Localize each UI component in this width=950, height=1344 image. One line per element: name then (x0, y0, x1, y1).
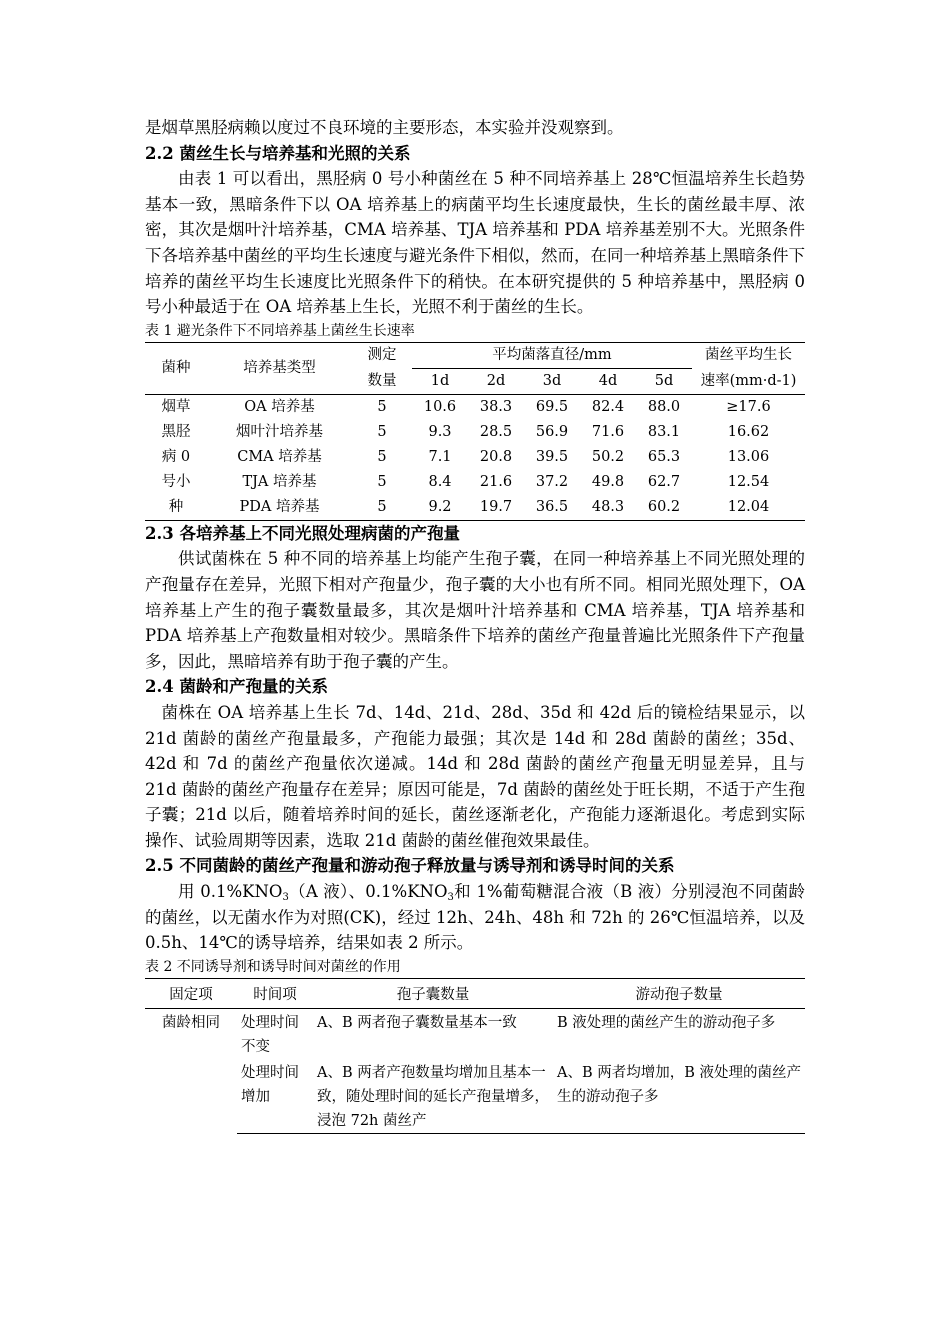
section-2-2-heading: 2.2 菌丝生长与培养基和光照的关系 (145, 143, 411, 163)
table2-cell-time: 处理时间不变 (241, 1014, 299, 1055)
table1-header-medium: 培养基类型 (207, 342, 352, 394)
s25-text-c: 和 1%葡萄糖混合液（B 液）分别浸泡不同菌龄的菌丝，以无菌水作为对照(CK)，经过 12h、24h、48h 和 72h 的 26℃恒温培养，以及 0.5h、14℃的诱导培养，结果如表 2 所示。 (145, 882, 805, 953)
table1-cell-d2: 38.3 (468, 394, 524, 420)
table-row (145, 1059, 805, 1134)
table2 (145, 978, 805, 1134)
table1-header-day: 5d (654, 372, 674, 389)
table-row (145, 394, 805, 420)
table2-header-fixed: 固定项 (145, 978, 237, 1008)
s25-subscript: 3 (447, 892, 454, 904)
table1-header-day: 3d (542, 372, 562, 389)
table1-cell-d5: 62.7 (647, 473, 681, 490)
table1-header-count-line2: 数量 (367, 372, 397, 389)
table1-cell-d3: 69.5 (524, 394, 580, 420)
s25-text-b: （A 液）、0.1%KNO (288, 882, 448, 902)
table1-cell-medium: 烟叶汁培养基 (236, 423, 323, 440)
section-2-3-paragraph: 供试菌株在 5 种不同的培养基上均能产生孢子囊，在同一种培养基上不同光照处理的产孢量存在差异，光照下相对产孢量少，孢子囊的大小也有所不同。相同光照处理下，OA 培养基上产生的孢子囊数量最多，其次是烟叶汁培养基和 CMA 培养基，TJA 培养基和 PDA 培养基上产孢数量相对较少。黑暗条件下培养的菌丝产孢量普遍比光照条件下产孢量多，因此，黑暗培养有助于孢子囊的产生。 (145, 549, 805, 671)
table1-cell-d4: 50.2 (591, 448, 625, 465)
section-2-2-paragraph: 由表 1 可以看出，黑胫病 0 号小种菌丝在 5 种不同培养基上 28℃恒温培养生长趋势基本一致，黑暗条件下以 OA 培养基上的病菌平均生长速度最快，生长的菌丝最丰厚、浓密，其次是烟叶汁培养基，CMA 培养基、TJA 培养基和 PDA 培养基差别不大。光照条件下各培养基中菌丝的平均生长速度与避光条件下相似，然而，在同一种培养基上黑暗条件下培养的菌丝平均生长速度比光照条件下的稍快。在本研究提供的 5 种培养基中，黑胫病 0 号小种最适于在 OA 培养基上生长，光照不利于菌丝的生长。 (145, 169, 805, 317)
table1-header-day: 2d (486, 372, 506, 389)
table1-caption: 表 1 避光条件下不同培养基上菌丝生长速率 (145, 322, 415, 339)
table1-cell-d1: 10.6 (412, 394, 468, 420)
table1-cell-d4: 49.8 (591, 473, 625, 490)
table1-cell-d5: 88.0 (636, 394, 692, 420)
s25-subscript: 3 (282, 892, 289, 904)
table2-header-time: 时间项 (237, 978, 313, 1008)
table1-header-day: 4d (598, 372, 618, 389)
table2-cell-sporangia: A、B 两者孢子囊数量基本一致 (317, 1014, 517, 1031)
intro-paragraph: 是烟草黑胫病赖以度过不良环境的主要形态，本实验并没观察到。 (145, 118, 624, 137)
table1-header-count-line1: 测定 (352, 342, 412, 368)
table1-cell-rate: 12.54 (727, 473, 770, 490)
document-page (145, 115, 805, 1134)
table2-cell-time: 处理时间增加 (237, 1059, 313, 1134)
table2-cell-zoospores: B 液处理的菌丝产生的游动孢子多 (557, 1014, 776, 1031)
s25-text-a: 用 0.1%KNO (178, 882, 283, 902)
table1-cell-rate: 12.04 (692, 495, 805, 521)
table-row (145, 445, 805, 470)
table1-cell-medium: TJA 培养基 (242, 473, 317, 490)
table1-cell-d5: 83.1 (647, 423, 681, 440)
table2-header-sporangia: 孢子囊数量 (313, 978, 553, 1008)
table1-header-rate-line2: 速率(mm·d-1) (700, 372, 797, 389)
table1-cell-d3: 36.5 (524, 495, 580, 521)
table1-cell-medium: PDA 培养基 (207, 495, 352, 521)
section-2-5-heading: 2.5 不同菌龄的菌丝产孢量和游动孢子释放量与诱导剂和诱导时间的关系 (145, 856, 675, 876)
section-2-5-paragraph (145, 879, 805, 956)
table-row (145, 1008, 805, 1059)
table2-cell-fixed-empty (145, 1059, 237, 1134)
table1-header-day: 1d (430, 372, 450, 389)
table1-cell-d2: 28.5 (479, 423, 513, 440)
table1-cell-d5: 65.3 (647, 448, 681, 465)
table2-cell-zoospores: A、B 两者均增加，B 液处理的菌丝产生的游动孢子多 (553, 1059, 805, 1134)
table1-cell-d3: 56.9 (535, 423, 569, 440)
table1-strain-char: 黑胫 (161, 423, 191, 440)
table1-cell-n: 5 (377, 423, 387, 440)
table2-caption: 表 2 不同诱导剂和诱导时间对菌丝的作用 (145, 958, 401, 975)
table1-cell-n: 5 (352, 495, 412, 521)
table1-header-rate-line1: 菌丝平均生长 (692, 342, 805, 368)
table1-strain-char: 烟草 (145, 394, 207, 420)
table1-cell-d3: 37.2 (535, 473, 569, 490)
section-2-3-heading: 2.3 各培养基上不同光照处理病菌的产孢量 (145, 523, 460, 543)
table1-cell-medium: OA 培养基 (207, 394, 352, 420)
table1-cell-medium: CMA 培养基 (237, 448, 322, 465)
table-row (145, 470, 805, 495)
table-row (145, 420, 805, 445)
table1 (145, 342, 805, 521)
table2-header-zoospores: 游动孢子数量 (553, 978, 805, 1008)
table1-cell-n: 5 (352, 394, 412, 420)
table1-cell-d2: 21.6 (479, 473, 513, 490)
table1-strain-char: 病 0 (161, 448, 191, 465)
table2-cell-sporangia: A、B 两者产孢数量均增加且基本一致，随处理时间的延长产孢量增多，浸泡 72h 菌丝产 (313, 1059, 553, 1134)
table2-cell-fixed: 菌龄相同 (162, 1014, 220, 1031)
table1-cell-n: 5 (377, 448, 387, 465)
table1-cell-n: 5 (377, 473, 387, 490)
section-2-4-heading: 2.4 菌龄和产孢量的关系 (145, 677, 328, 697)
table1-cell-rate: ≥17.6 (692, 394, 805, 420)
table1-header-strain: 菌种 (145, 342, 207, 394)
table1-header-diameter: 平均菌落直径/mm (412, 342, 692, 368)
table1-cell-rate: 16.62 (727, 423, 770, 440)
table1-cell-d4: 71.6 (591, 423, 625, 440)
table1-strain-char: 号小 (161, 473, 191, 490)
table1-cell-rate: 13.06 (727, 448, 770, 465)
table1-cell-d4: 82.4 (580, 394, 636, 420)
table-row (145, 495, 805, 521)
table1-cell-d3: 39.5 (535, 448, 569, 465)
table1-cell-d1: 7.1 (428, 448, 452, 465)
table1-cell-d1: 9.3 (428, 423, 452, 440)
table1-cell-d2: 20.8 (479, 448, 513, 465)
table1-strain-char: 种 (145, 495, 207, 521)
table1-cell-d1: 8.4 (428, 473, 452, 490)
table1-cell-d5: 60.2 (636, 495, 692, 521)
table1-cell-d2: 19.7 (468, 495, 524, 521)
table1-cell-d4: 48.3 (580, 495, 636, 521)
table1-cell-d1: 9.2 (412, 495, 468, 521)
section-2-4-paragraph: 菌株在 OA 培养基上生长 7d、14d、21d、28d、35d 和 42d 后的镜检结果显示，以 21d 菌龄的菌丝产孢量最多，产孢能力最强；其次是 14d 和 28d 菌龄的菌丝；35d、42d 和 7d 的菌丝产孢量依次递减。14d 和 28d 菌龄的菌丝产孢量无明显差异，且与 21d 菌龄的菌丝产孢量存在差异；原因可能是，7d 菌龄的菌丝处于旺长期，不适于产生孢子囊；21d 以后，随着培养时间的延长，菌丝逐渐老化，产孢能力逐渐退化。考虑到实际操作、试验周期等因素，选取 21d 菌龄的菌丝催孢效果最佳。 (145, 702, 805, 850)
